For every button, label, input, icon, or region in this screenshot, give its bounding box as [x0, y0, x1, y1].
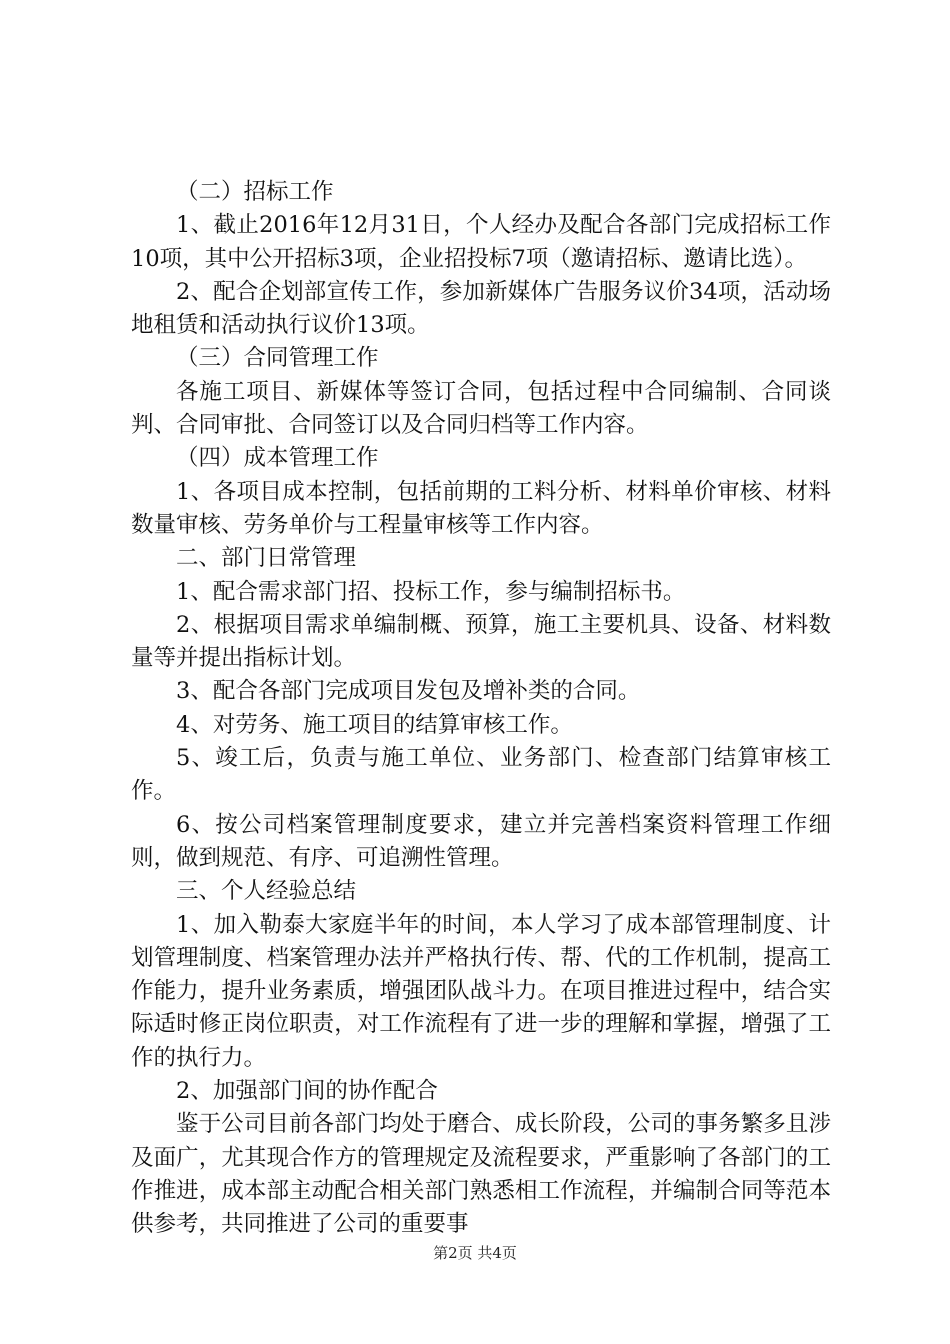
- section-heading-contract: （三）合同管理工作: [176, 345, 379, 372]
- section-heading-bidding: （二）招标工作: [176, 179, 334, 205]
- paragraph: 2、根据项目需求单编制概、预算，施工主要机具、设备、材料数量等并提出指标计划。: [131, 611, 831, 672]
- page-footer: 第2页 共4页: [433, 1244, 517, 1262]
- paragraph: 2、配合企划部宣传工作，参加新媒体广告服务议价34项，活动场地租赁和活动执行议价13项。: [131, 278, 831, 339]
- paragraph: 6、按公司档案管理制度要求，建立并完善档案资料管理工作细则，做到规范、有序、可追溯性管理。: [131, 811, 831, 871]
- section-heading-experience: 三、个人经验总结: [176, 878, 357, 905]
- paragraph: 1、加入勒泰大家庭半年的时间，本人学习了成本部管理制度、计划管理制度、档案管理办法并严格执行传、帮、代的工作机制，提高工作能力，提升业务素质，增强团队战斗力。在项目推进过程中，结合实际适时修正岗位职责，对工作流程有了进一步的理解和掌握，增强了工作的执行力。: [131, 911, 831, 1071]
- paragraph: 1、配合需求部门招、投标工作，参与编制招标书。: [176, 578, 686, 605]
- subheading-cooperation: 2、加强部门间的协作配合: [176, 1078, 438, 1105]
- paragraph: 3、配合各部门完成项目发包及增补类的合同。: [176, 678, 641, 705]
- paragraph: 各施工项目、新媒体等签订合同，包括过程中合同编制、合同谈判、合同审批、合同签订以及合同归档等工作内容。: [131, 378, 831, 439]
- section-heading-daily-management: 二、部门日常管理: [176, 545, 357, 572]
- document-body: [131, 176, 831, 1242]
- paragraph: 1、各项目成本控制，包括前期的工料分析、材料单价审核、材料数量审核、劳务单价与工程量审核等工作内容。: [131, 478, 831, 538]
- paragraph: 1、截止2016年12月31日，个人经办及配合各部门完成招标工作10项，其中公开招标3项，企业招投标7项（邀请招标、邀请比选）。: [131, 212, 831, 272]
- paragraph: 5、竣工后，负责与施工单位、业务部门、检查部门结算审核工作。: [131, 745, 831, 805]
- paragraph: 鉴于公司目前各部门均处于磨合、成长阶段，公司的事务繁多且涉及面广，尤其现合作方的管理规定及流程要求，严重影响了各部门的工作推进，成本部主动配合相关部门熟悉相工作流程，并编制合同等范本供参考，共同推进了公司的重要事: [131, 1111, 831, 1238]
- paragraph: 4、对劳务、施工项目的结算审核工作。: [176, 711, 573, 738]
- section-heading-cost: （四）成本管理工作: [176, 445, 379, 472]
